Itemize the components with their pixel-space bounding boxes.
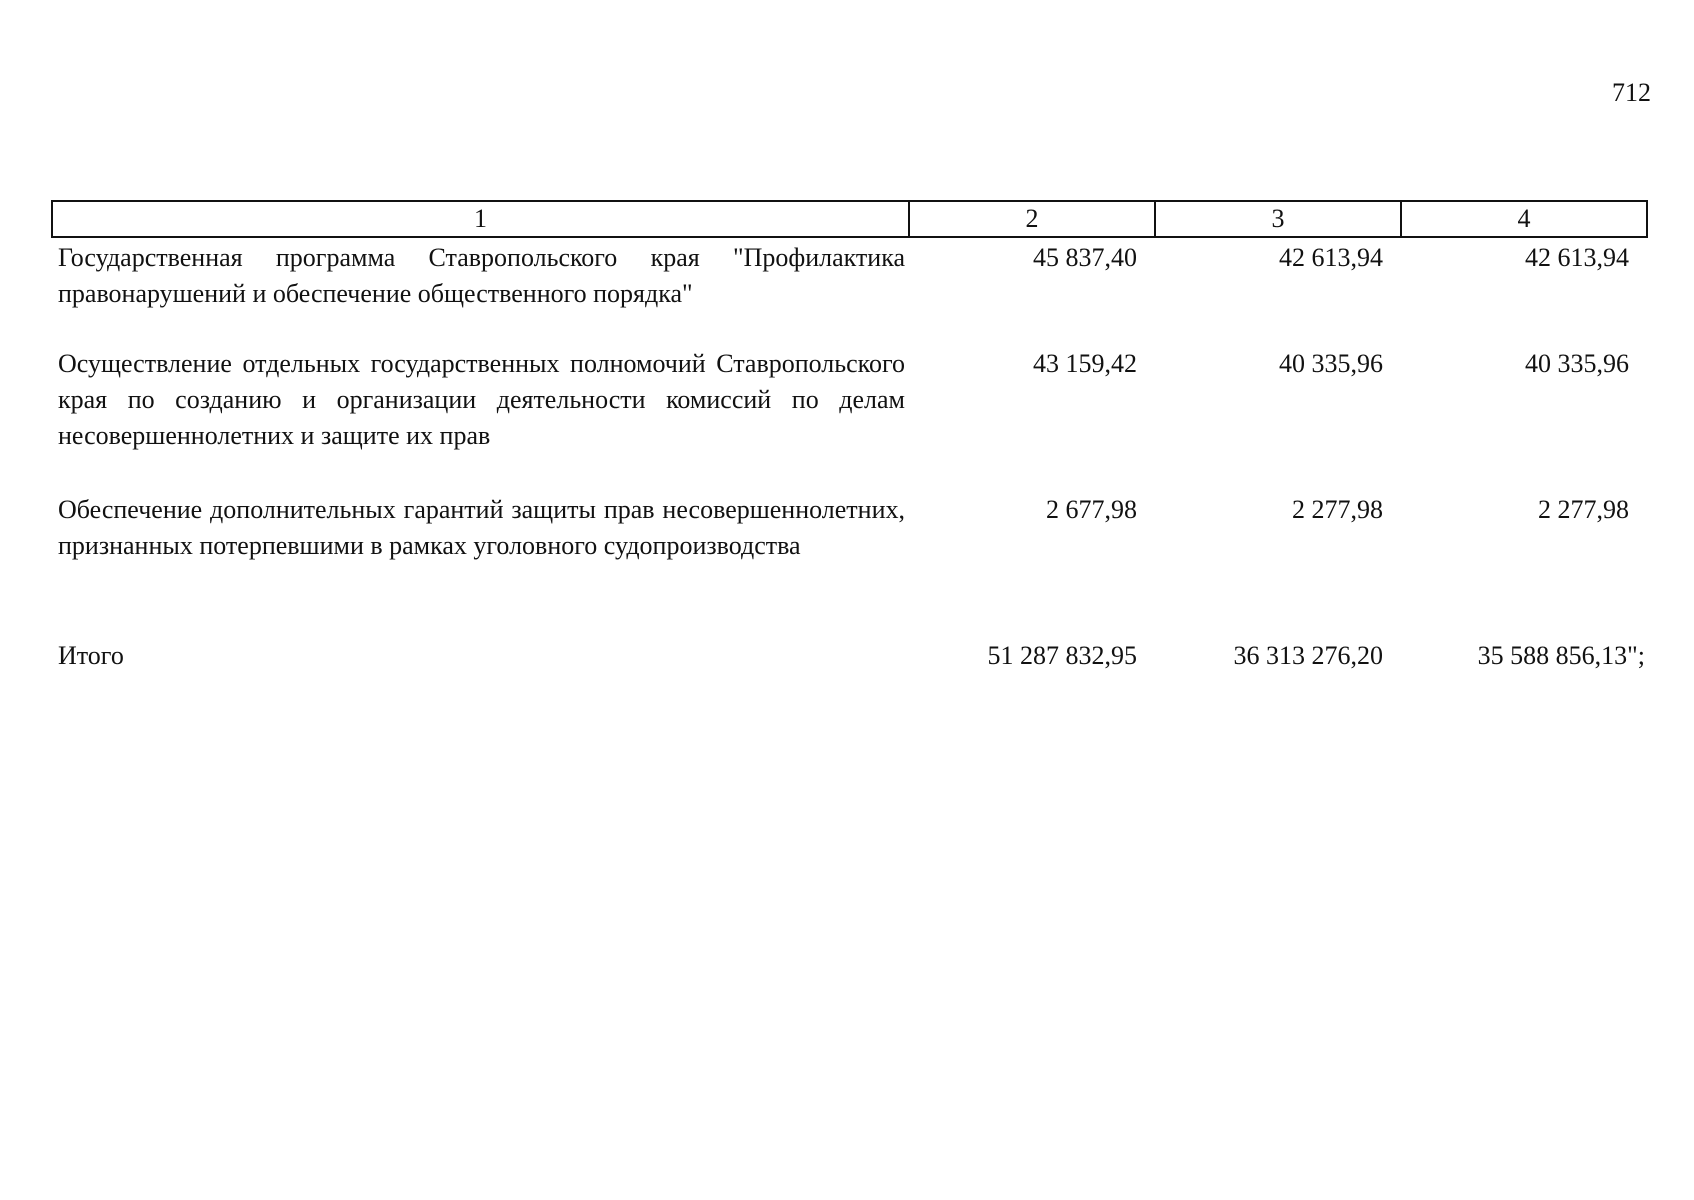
column-header-4: 4 (1401, 201, 1647, 237)
header-row (52, 201, 1647, 237)
page-number: 712 (1612, 78, 1651, 107)
column-header-2: 2 (909, 201, 1155, 237)
row-name: Осуществление отдельных государственных полномочий Ставропольского края по созданию и организации деятельности комиссий по делам несовершеннолетних и защите их прав (58, 349, 905, 450)
total-value-col2: 51 287 832,95 (987, 641, 1137, 670)
row-name: Государственная программа Ставропольского края "Профилактика правонарушений и обеспечение общественного порядка" (58, 243, 905, 308)
row-value-col3: 40 335,96 (1279, 349, 1383, 378)
total-value-col4: 35 588 856,13"; (1477, 641, 1645, 670)
table-row (52, 237, 1647, 346)
table-row (52, 492, 1647, 638)
table-body (52, 237, 1647, 674)
row-name: Обеспечение дополнительных гарантий защиты прав несовершеннолетних, признанных потерпевшими в рамках уголовного судопроизводства (58, 495, 905, 560)
row-value-col2: 2 677,98 (1046, 495, 1137, 524)
row-value-col4: 40 335,96 (1525, 349, 1629, 378)
column-header-3: 3 (1155, 201, 1401, 237)
total-value-col3: 36 313 276,20 (1233, 641, 1383, 670)
column-header-1: 1 (52, 201, 909, 237)
total-row (52, 638, 1647, 674)
row-value-col3: 2 277,98 (1292, 495, 1383, 524)
row-value-col3: 42 613,94 (1279, 243, 1383, 272)
row-value-col4: 42 613,94 (1525, 243, 1629, 272)
budget-table (51, 200, 1648, 674)
table-row (52, 346, 1647, 492)
total-label: Итого (58, 641, 124, 670)
row-value-col2: 45 837,40 (1033, 243, 1137, 272)
table-header (52, 201, 1647, 237)
row-value-col2: 43 159,42 (1033, 349, 1137, 378)
row-value-col4: 2 277,98 (1538, 495, 1629, 524)
